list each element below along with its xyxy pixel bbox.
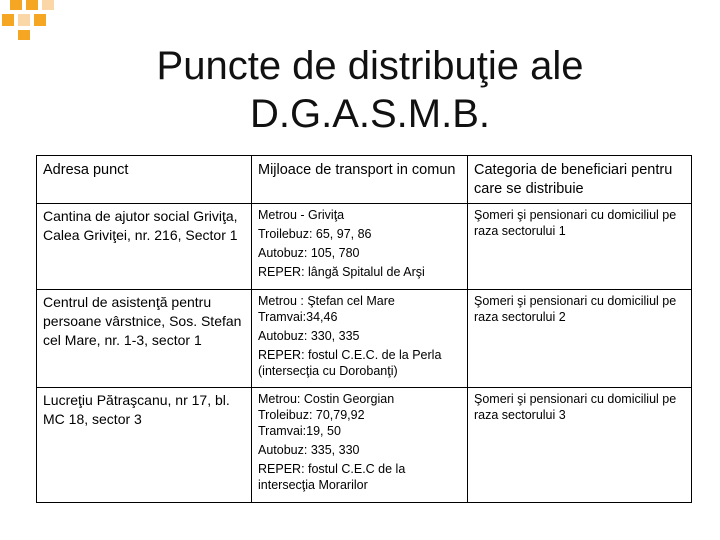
table-row <box>37 388 692 503</box>
row-transport <box>252 204 468 290</box>
row-category: Şomeri şi pensionari cu domiciliul pe raza sectorului 2 <box>468 290 692 388</box>
table-row <box>37 204 692 290</box>
transport-line: Tramvai:19, 50 <box>258 424 341 438</box>
transport-line: Troilebuz: 65, 97, 86 <box>258 227 372 241</box>
table-row <box>37 290 692 388</box>
table-header-row <box>37 156 692 204</box>
transport-line: Autobuz: 335, 330 <box>258 443 360 457</box>
row-category: Şomeri şi pensionari cu domiciliul pe raza sectorului 3 <box>468 388 692 503</box>
title-line-1: Puncte de distribuţie ale <box>156 44 584 88</box>
deco-square <box>26 0 38 10</box>
header-address: Adresa punct <box>37 156 252 204</box>
row-address: Lucreţiu Pătraşcanu, nr 17, bl. MC 18, sector 3 <box>37 388 252 503</box>
header-category: Categoria de beneficiari pentru care se distribuie <box>468 156 692 204</box>
transport-line: Troleibuz: 70,79,92 <box>258 408 365 422</box>
row-address: Cantina de ajutor social Griviţa, Calea Griviţei, nr. 216, Sector 1 <box>37 204 252 290</box>
deco-square <box>18 30 30 40</box>
transport-line: REPER: lângă Spitalul de Arşi <box>258 265 425 279</box>
deco-square <box>10 0 22 10</box>
transport-line: Autobuz: 330, 335 <box>258 329 360 343</box>
deco-square <box>18 14 30 26</box>
deco-square <box>34 14 46 26</box>
slide-title <box>60 42 680 138</box>
transport-line: REPER: fostul C.E.C. de la Perla (intersecţia cu Dorobanţi) <box>258 348 442 378</box>
transport-line: Metrou : Ştefan cel Mare <box>258 294 395 308</box>
corner-decoration <box>0 0 70 40</box>
title-line-2: D.G.A.S.M.B. <box>249 92 491 136</box>
header-transport: Mijloace de transport in comun <box>252 156 468 204</box>
transport-line: Metrou - Griviţa <box>258 208 345 222</box>
transport-line: Tramvai:34,46 <box>258 310 338 324</box>
deco-square <box>2 14 14 26</box>
row-transport <box>252 290 468 388</box>
distribution-points-table <box>36 155 692 503</box>
transport-line: REPER: fostul C.E.C de la intersecţia Morarilor <box>258 462 406 492</box>
row-address: Centrul de asistenţă pentru persoane vârstnice, Sos. Stefan cel Mare, nr. 1-3, sector 1 <box>37 290 252 388</box>
deco-square <box>42 0 54 10</box>
row-category: Şomeri şi pensionari cu domiciliul pe raza sectorului 1 <box>468 204 692 290</box>
transport-line: Autobuz: 105, 780 <box>258 246 360 260</box>
row-transport <box>252 388 468 503</box>
transport-line: Metrou: Costin Georgian <box>258 392 395 406</box>
